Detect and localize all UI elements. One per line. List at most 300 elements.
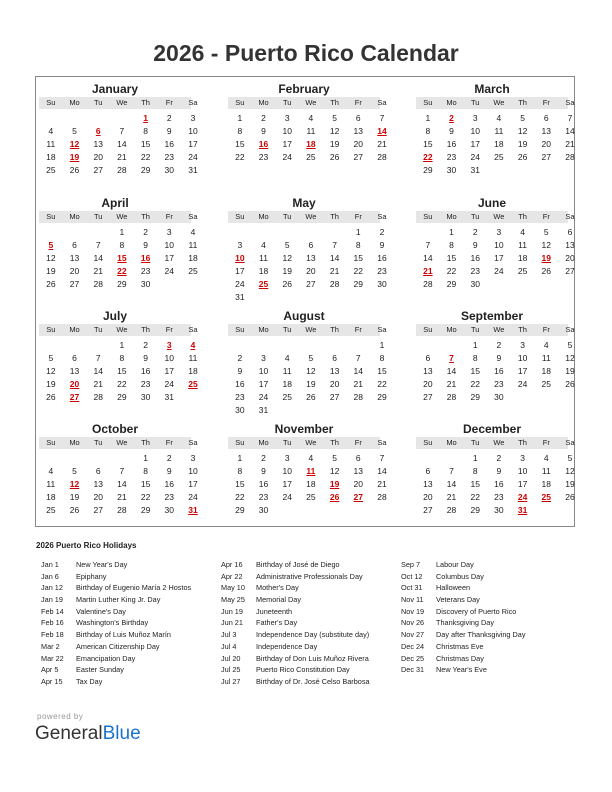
day: 24 <box>188 152 198 162</box>
weekday-label: We <box>493 212 505 221</box>
day: 5 <box>543 227 549 237</box>
day: 3 <box>190 113 196 123</box>
holiday-name: Birthday of José de Diego <box>256 560 340 569</box>
day: 24 <box>164 379 175 389</box>
day: 6 <box>308 240 314 250</box>
holiday-entry <box>401 664 526 676</box>
day: 22 <box>235 152 245 162</box>
powered-by-text: powered by <box>37 712 84 721</box>
day: 23 <box>258 492 269 502</box>
holiday-day: 27 <box>353 492 364 502</box>
day: 8 <box>449 240 454 250</box>
empty-cell <box>86 452 110 465</box>
day: 2 <box>496 453 502 463</box>
day: 16 <box>235 379 245 389</box>
day: 5 <box>332 113 337 123</box>
day: 1 <box>472 453 478 463</box>
weekday-label: Sa <box>188 98 198 107</box>
day: 3 <box>166 227 172 237</box>
holiday-date: Apr 15 <box>41 676 63 686</box>
day: 7 <box>379 453 385 463</box>
day: 29 <box>423 165 433 175</box>
empty-cell <box>440 339 464 352</box>
day: 4 <box>308 453 314 463</box>
day: 16 <box>164 479 175 489</box>
month-name: August <box>283 309 325 323</box>
month-november <box>228 421 387 517</box>
day: 28 <box>93 392 103 402</box>
day: 27 <box>423 392 433 402</box>
day: 23 <box>164 492 175 502</box>
day: 13 <box>93 139 103 149</box>
day: 12 <box>541 240 552 250</box>
day: 10 <box>164 240 175 250</box>
day: 21 <box>93 266 103 276</box>
weekday-header <box>416 324 575 336</box>
day: 20 <box>353 139 364 149</box>
empty-cell <box>39 452 63 465</box>
empty-cell <box>63 452 87 465</box>
day: 5 <box>48 353 54 363</box>
day: 30 <box>377 279 387 289</box>
day: 25 <box>46 165 56 175</box>
weekday-label: Tu <box>93 212 103 221</box>
empty-cell <box>228 226 252 239</box>
day: 11 <box>188 240 198 250</box>
day: 9 <box>472 240 478 250</box>
holiday-day: 19 <box>329 479 340 489</box>
day: 26 <box>329 152 340 162</box>
holiday-column-1 <box>41 559 191 688</box>
weekday-header <box>228 324 387 336</box>
day: 19 <box>565 479 575 489</box>
month-name: June <box>477 196 506 210</box>
day: 16 <box>446 139 457 149</box>
weekday-label: Tu <box>282 438 292 447</box>
day: 15 <box>235 139 245 149</box>
day: 28 <box>446 505 457 515</box>
holiday-day: 4 <box>190 340 196 350</box>
day: 9 <box>261 126 266 136</box>
day: 25 <box>541 379 552 389</box>
month-september <box>416 308 575 404</box>
holiday-entry <box>401 641 526 653</box>
holiday-date: Feb 14 <box>41 606 64 616</box>
day: 25 <box>282 392 292 402</box>
day: 30 <box>164 165 175 175</box>
holiday-day: 31 <box>188 505 198 515</box>
month-name: December <box>462 422 522 436</box>
day: 8 <box>119 353 125 363</box>
day-grid <box>228 452 387 517</box>
month-name: July <box>102 309 127 323</box>
day: 24 <box>235 279 245 289</box>
weekday-label: Sa <box>565 438 575 447</box>
weekday-label: Mo <box>69 212 80 221</box>
day: 23 <box>377 266 387 276</box>
day: 25 <box>46 505 56 515</box>
brand-part-1: General <box>35 723 103 744</box>
day: 23 <box>235 392 245 402</box>
weekday-label: Sa <box>188 212 198 221</box>
day: 13 <box>329 366 340 376</box>
day: 16 <box>470 253 480 263</box>
weekday-label: We <box>305 98 317 107</box>
day: 27 <box>93 165 103 175</box>
day: 22 <box>140 492 151 502</box>
weekday-label: We <box>305 212 317 221</box>
day: 4 <box>261 240 266 250</box>
day: 3 <box>261 353 266 363</box>
day: 8 <box>472 466 478 476</box>
holiday-day: 16 <box>140 253 151 263</box>
day: 17 <box>235 266 245 276</box>
day: 10 <box>188 466 198 476</box>
day: 25 <box>188 266 198 276</box>
holiday-name: Day after Thanksgiving Day <box>436 630 526 640</box>
holiday-name: Discovery of Puerto Rico <box>436 606 517 616</box>
day: 15 <box>353 253 364 263</box>
month-name: October <box>91 422 138 436</box>
day: 18 <box>494 139 504 149</box>
holiday-day: 11 <box>306 466 316 476</box>
day: 18 <box>46 152 56 162</box>
day: 19 <box>46 266 56 276</box>
day: 15 <box>235 479 245 489</box>
day: 9 <box>449 126 454 136</box>
holiday-entry <box>221 641 370 653</box>
weekday-label: Su <box>46 325 56 334</box>
weekday-label: Mo <box>446 212 457 221</box>
holiday-entry <box>221 664 370 676</box>
day: 8 <box>119 240 125 250</box>
day: 8 <box>355 240 361 250</box>
day: 2 <box>237 353 243 363</box>
weekday-label: Su <box>235 98 245 107</box>
day: 22 <box>377 379 387 389</box>
empty-cell <box>110 112 134 125</box>
weekday-label: Th <box>141 325 150 334</box>
day: 17 <box>470 139 480 149</box>
day: 4 <box>190 227 196 237</box>
day: 4 <box>496 113 502 123</box>
day: 7 <box>95 240 101 250</box>
day: 9 <box>379 240 385 250</box>
holiday-name: Thanksgiving Day <box>436 618 494 628</box>
day: 9 <box>496 466 502 476</box>
day: 23 <box>258 152 269 162</box>
holiday-name: Birthday of Luis Muñoz Marín <box>76 630 171 640</box>
day: 13 <box>423 366 433 376</box>
holiday-name: Epiphany <box>76 571 107 581</box>
day: 23 <box>494 379 504 389</box>
weekday-label: Tu <box>93 438 103 447</box>
day: 26 <box>282 279 292 289</box>
day: 21 <box>117 152 127 162</box>
day: 18 <box>188 253 198 263</box>
empty-cell <box>63 339 87 352</box>
day: 2 <box>379 227 385 237</box>
day: 21 <box>446 379 457 389</box>
day: 8 <box>472 353 478 363</box>
day: 6 <box>425 466 431 476</box>
month-name: November <box>274 422 334 436</box>
day: 10 <box>282 126 292 136</box>
weekday-label: Th <box>141 438 150 447</box>
day: 1 <box>119 227 125 237</box>
month-march <box>416 81 575 177</box>
day: 30 <box>494 505 504 515</box>
holiday-date: Sep 7 <box>401 560 421 569</box>
holiday-day: 10 <box>235 253 245 263</box>
day: 18 <box>541 366 552 376</box>
day: 12 <box>565 353 575 363</box>
month-name: September <box>460 309 524 323</box>
day: 17 <box>188 139 198 149</box>
day: 6 <box>425 353 431 363</box>
day: 30 <box>258 505 269 515</box>
weekday-label: Th <box>518 212 527 221</box>
day: 6 <box>332 353 337 363</box>
day: 9 <box>166 466 172 476</box>
day: 13 <box>69 253 80 263</box>
empty-cell <box>252 339 276 352</box>
weekday-label: We <box>493 98 505 107</box>
day: 25 <box>306 152 316 162</box>
weekday-label: Mo <box>258 325 269 334</box>
day: 13 <box>423 479 433 489</box>
day: 17 <box>164 366 175 376</box>
holiday-date: Jan 12 <box>41 583 63 593</box>
weekday-header <box>228 437 387 449</box>
month-name: February <box>278 82 330 96</box>
holiday-name: New Year's Day <box>76 560 128 569</box>
weekday-label: Fr <box>542 325 550 334</box>
weekday-header <box>39 324 198 336</box>
holidays-title: 2026 Puerto Rico Holidays <box>36 541 137 550</box>
day: 6 <box>72 353 77 363</box>
weekday-label: We <box>116 98 128 107</box>
day: 30 <box>164 505 175 515</box>
weekday-label: Th <box>518 325 527 334</box>
day-grid <box>39 112 198 177</box>
day: 7 <box>379 113 385 123</box>
day: 19 <box>329 139 340 149</box>
holiday-name: Independence Day (substitute day) <box>256 630 370 640</box>
day: 14 <box>117 479 127 489</box>
day: 3 <box>496 227 502 237</box>
day-grid <box>39 452 198 517</box>
holiday-entry <box>401 617 526 629</box>
holiday-date: Apr 16 <box>221 560 243 569</box>
day: 31 <box>470 165 480 175</box>
day: 30 <box>140 279 151 289</box>
day: 17 <box>517 479 528 489</box>
day: 8 <box>379 353 385 363</box>
holiday-entry <box>401 594 526 606</box>
day: 14 <box>565 126 575 136</box>
day: 11 <box>188 353 198 363</box>
empty-cell <box>63 112 87 125</box>
day: 12 <box>329 126 340 136</box>
holiday-day: 16 <box>258 139 269 149</box>
day: 15 <box>446 253 457 263</box>
day: 9 <box>143 240 148 250</box>
day: 6 <box>72 240 77 250</box>
holiday-name: Mother's Day <box>256 583 299 593</box>
holiday-entry <box>41 629 191 641</box>
holiday-date: Apr 22 <box>221 571 243 581</box>
day: 7 <box>449 466 454 476</box>
day: 28 <box>117 165 127 175</box>
day: 22 <box>470 492 480 502</box>
weekday-label: Sa <box>377 438 387 447</box>
day: 20 <box>423 379 433 389</box>
holiday-day: 5 <box>48 240 54 250</box>
holiday-entry <box>221 676 370 688</box>
day: 2 <box>472 227 478 237</box>
holiday-date: Nov 19 <box>401 606 425 616</box>
holiday-day: 19 <box>69 152 80 162</box>
holiday-day: 25 <box>258 279 269 289</box>
day: 11 <box>541 353 551 363</box>
day: 11 <box>259 253 268 263</box>
day: 17 <box>494 253 504 263</box>
weekday-label: Sa <box>188 438 198 447</box>
day: 4 <box>284 353 290 363</box>
day: 26 <box>69 165 80 175</box>
weekday-label: Mo <box>258 438 269 447</box>
holiday-name: Juneteenth <box>256 606 293 616</box>
day: 19 <box>69 492 80 502</box>
holiday-entry <box>41 676 191 688</box>
holiday-name: Birthday of Dr. José Celso Barbosa <box>256 676 370 686</box>
empty-cell <box>275 339 299 352</box>
day: 7 <box>567 113 573 123</box>
day: 15 <box>140 139 151 149</box>
day: 29 <box>140 505 151 515</box>
day: 16 <box>258 479 269 489</box>
day: 16 <box>140 366 151 376</box>
day: 5 <box>520 113 525 123</box>
day: 20 <box>93 492 103 502</box>
day: 16 <box>377 253 387 263</box>
holiday-entry <box>41 594 191 606</box>
weekday-label: Sa <box>377 325 387 334</box>
day: 18 <box>517 253 528 263</box>
day: 6 <box>95 466 101 476</box>
day: 13 <box>69 366 80 376</box>
day: 28 <box>377 152 387 162</box>
day: 19 <box>306 379 316 389</box>
holiday-date: May 10 <box>221 583 245 593</box>
day: 9 <box>496 353 502 363</box>
holiday-date: Jul 3 <box>221 630 237 640</box>
day: 15 <box>140 479 151 489</box>
holiday-entry <box>41 641 191 653</box>
brand-logo[interactable] <box>35 723 141 745</box>
holiday-date: Dec 31 <box>401 665 425 675</box>
day: 17 <box>188 479 198 489</box>
weekday-label: Fr <box>354 212 362 221</box>
day: 17 <box>282 479 292 489</box>
holiday-day: 19 <box>541 253 552 263</box>
day: 27 <box>93 505 103 515</box>
day: 3 <box>520 340 525 350</box>
day: 13 <box>565 240 575 250</box>
holiday-day: 31 <box>517 505 528 515</box>
weekday-label: Su <box>423 325 433 334</box>
day: 15 <box>377 366 387 376</box>
day: 29 <box>235 505 245 515</box>
day: 5 <box>72 466 77 476</box>
empty-cell <box>416 339 440 352</box>
day: 19 <box>282 266 292 276</box>
weekday-label: Fr <box>165 325 173 334</box>
day: 22 <box>470 379 480 389</box>
weekday-label: Th <box>330 98 339 107</box>
day: 14 <box>329 253 340 263</box>
holiday-entry <box>221 571 370 583</box>
day: 17 <box>517 366 528 376</box>
brand-part-2: Blue <box>102 723 141 744</box>
day: 1 <box>143 453 148 463</box>
day: 24 <box>282 492 292 502</box>
empty-cell <box>252 226 276 239</box>
weekday-label: Fr <box>165 98 173 107</box>
day: 2 <box>261 453 266 463</box>
day: 27 <box>423 505 433 515</box>
month-name: April <box>101 196 129 210</box>
day: 10 <box>494 240 504 250</box>
day-grid <box>39 226 198 291</box>
month-name: March <box>474 82 510 96</box>
day: 4 <box>48 466 54 476</box>
weekday-label: Fr <box>165 438 173 447</box>
day: 31 <box>188 165 198 175</box>
day: 29 <box>140 165 151 175</box>
holiday-date: Jul 25 <box>221 665 241 675</box>
day: 26 <box>69 505 80 515</box>
weekday-label: We <box>116 325 128 334</box>
holiday-name: Labour Day <box>436 560 474 569</box>
weekday-label: Fr <box>542 438 550 447</box>
day: 14 <box>423 253 433 263</box>
holiday-day: 22 <box>117 266 127 276</box>
weekday-label: Mo <box>69 325 80 334</box>
day: 15 <box>423 139 433 149</box>
weekday-label: Th <box>141 98 150 107</box>
holiday-day: 14 <box>377 126 387 136</box>
holiday-name: Emancipation Day <box>76 653 136 663</box>
month-name: January <box>91 82 139 96</box>
weekday-label: Tu <box>470 325 480 334</box>
holiday-date: Feb 18 <box>41 630 64 640</box>
day: 1 <box>472 340 478 350</box>
day: 20 <box>93 152 103 162</box>
day: 28 <box>329 279 340 289</box>
holiday-name: Veterans Day <box>436 595 480 605</box>
holiday-entry <box>41 606 191 618</box>
day: 8 <box>237 466 243 476</box>
month-december <box>416 421 575 517</box>
day-grid <box>416 226 575 291</box>
day: 9 <box>237 366 243 376</box>
weekday-label: Sa <box>377 98 387 107</box>
holiday-name: Tax Day <box>76 676 103 686</box>
day-grid <box>416 339 575 404</box>
holiday-name: Halloween <box>436 583 471 593</box>
